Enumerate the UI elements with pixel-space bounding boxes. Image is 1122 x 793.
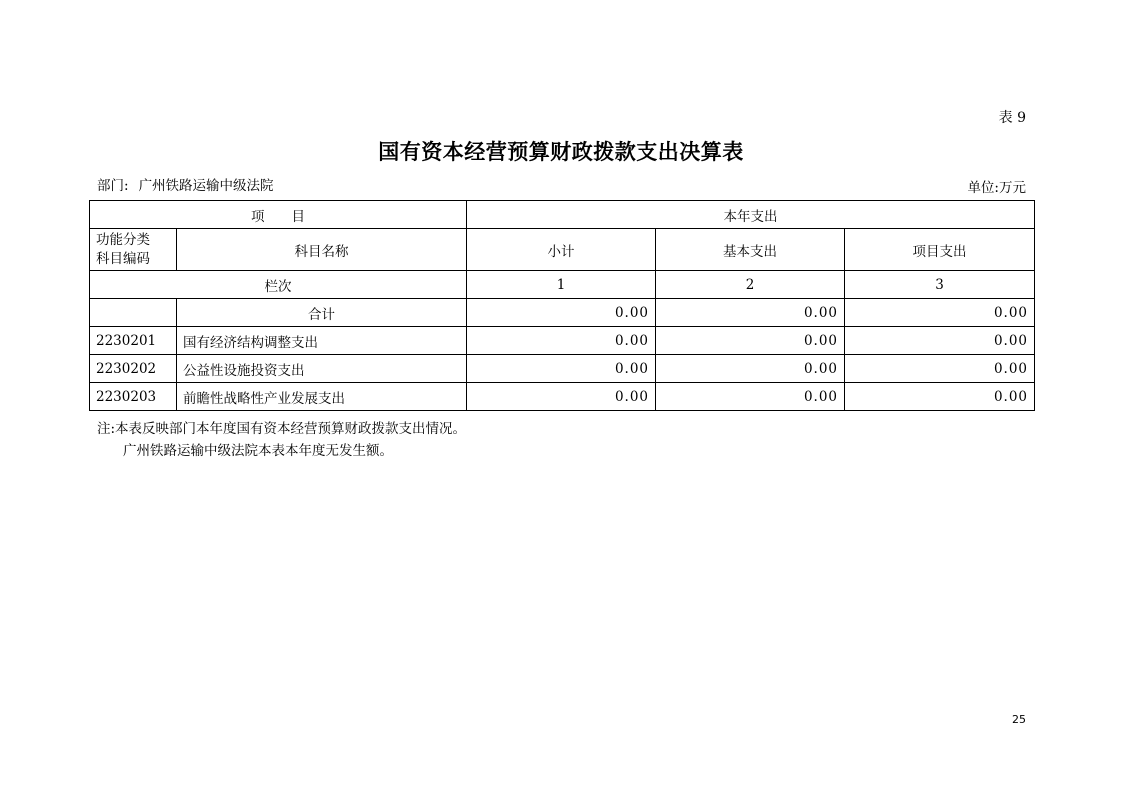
row-basic: 0.00	[656, 383, 845, 411]
department-label: 部门:	[97, 178, 129, 194]
row-code: 2230202	[90, 355, 177, 383]
row-project: 0.00	[845, 383, 1035, 411]
total-row	[90, 299, 1035, 327]
total-project: 0.00	[845, 299, 1035, 327]
header-current-year: 本年支出	[467, 201, 1035, 229]
page-number: 25	[1012, 713, 1026, 726]
header-item: 项 目	[90, 201, 467, 229]
department-name: 广州铁路运输中级法院	[138, 178, 274, 194]
footnote-line-2: 广州铁路运输中级法院本表本年度无发生额。	[123, 443, 393, 459]
col-number-3: 3	[845, 271, 1035, 299]
header-name: 科目名称	[177, 229, 467, 271]
table-row	[90, 327, 1035, 355]
header-row-2	[90, 229, 1035, 271]
department-line	[97, 174, 274, 194]
col-number-1: 1	[467, 271, 656, 299]
unit-label: 单位:万元	[967, 180, 1026, 196]
row-basic: 0.00	[656, 327, 845, 355]
header-code-line1: 功能分类	[96, 231, 150, 248]
row-project: 0.00	[845, 327, 1035, 355]
footnote-line-1: 注:本表反映部门本年度国有资本经营预算财政拨款支出情况。	[97, 421, 467, 437]
row-number-label: 栏次	[90, 271, 467, 299]
row-subtotal: 0.00	[467, 327, 656, 355]
total-basic: 0.00	[656, 299, 845, 327]
row-name: 公益性设施投资支出	[177, 355, 467, 383]
total-label: 合计	[177, 299, 467, 327]
budget-table	[89, 200, 1035, 411]
row-code: 2230203	[90, 383, 177, 411]
row-number-row	[90, 271, 1035, 299]
header-row-1	[90, 201, 1035, 229]
total-subtotal: 0.00	[467, 299, 656, 327]
table-row	[90, 355, 1035, 383]
header-code	[90, 229, 177, 271]
col-number-2: 2	[656, 271, 845, 299]
total-code	[90, 299, 177, 327]
table-number: 表 9	[998, 110, 1026, 126]
header-code-line2: 科目编码	[96, 250, 150, 267]
footnote	[97, 418, 466, 462]
header-subtotal: 小计	[467, 229, 656, 271]
row-name: 前瞻性战略性产业发展支出	[177, 383, 467, 411]
row-subtotal: 0.00	[467, 355, 656, 383]
header-basic: 基本支出	[656, 229, 845, 271]
row-project: 0.00	[845, 355, 1035, 383]
row-subtotal: 0.00	[467, 383, 656, 411]
table-row	[90, 383, 1035, 411]
header-project: 项目支出	[845, 229, 1035, 271]
page-title: 国有资本经营预算财政拨款支出决算表	[378, 139, 744, 164]
row-name: 国有经济结构调整支出	[177, 327, 467, 355]
row-code: 2230201	[90, 327, 177, 355]
row-basic: 0.00	[656, 355, 845, 383]
